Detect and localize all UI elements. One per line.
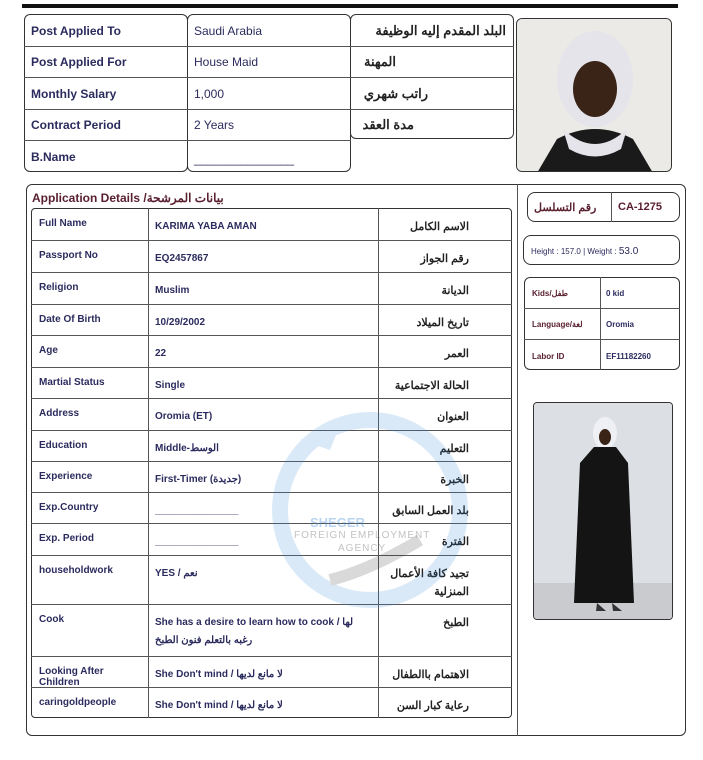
portrait-photo [516, 18, 672, 172]
post-applied-for-value: House Maid [194, 55, 259, 69]
app-value: YES / نعم [155, 568, 198, 579]
row-divider [31, 687, 512, 688]
row-divider [31, 335, 512, 336]
app-label: Martial Status [39, 376, 105, 388]
app-value: She Don't mind / لا مانع لديها [155, 668, 283, 680]
app-label: householdwork [39, 565, 113, 576]
app-label: Experience [39, 470, 93, 482]
app-label: Religion [39, 282, 79, 293]
height-label: Height : [531, 247, 559, 256]
watermark-line3: AGENCY [338, 543, 387, 554]
app-label-ar: بلد العمل السابق [392, 504, 469, 517]
app-label: Education [39, 439, 88, 451]
weight-label: | Weight : [583, 247, 617, 256]
app-value: Single [155, 379, 186, 391]
kids-label: Kids/طفل [532, 289, 569, 298]
height-value: 157.0 [560, 247, 581, 256]
weight-value: 53.0 [618, 246, 639, 257]
app-value: 22 [155, 348, 167, 359]
watermark-line2: FOREIGN EMPLOYMENT [294, 530, 431, 541]
post-applied-to-value: Saudi Arabia [194, 24, 263, 38]
app-value: _______________ [155, 504, 239, 516]
app-label: Address [39, 408, 80, 419]
post-applied-to-ar: البلد المقدم إليه الوظيفة [375, 23, 506, 38]
serial-value: CA-1275 [618, 201, 663, 213]
contract-period-ar: مدة العقد [362, 117, 414, 132]
height-weight [531, 246, 638, 257]
contract-period-label: Contract Period [31, 118, 122, 132]
full-body-photo [533, 402, 673, 620]
serial-label: رقم التسلسل [534, 202, 597, 214]
row-divider [31, 398, 512, 399]
labor-id-label: Labor ID [532, 352, 565, 361]
app-value: She Don't mind / لا مانع لديها [155, 699, 283, 711]
application-title: Application Details /بيانات المرشحة [32, 191, 224, 205]
app-label: Exp.Country [39, 501, 99, 513]
app-label-ar: الاسم الكامل [410, 221, 469, 233]
monthly-salary-value: 1,000 [194, 87, 225, 101]
app-label-ar: تجيد كافة الأعمال المنزلية [390, 568, 469, 598]
app-label: Full Name [39, 218, 87, 229]
app-label-ar: الخبرة [440, 473, 469, 486]
app-label: Looking After Children [39, 665, 104, 688]
app-label: Exp. Period [39, 533, 95, 544]
post-applied-to-label: Post Applied To [31, 24, 121, 38]
contract-period-value: 2 Years [194, 118, 235, 132]
row-divider [31, 304, 512, 305]
app-label: Cook [39, 614, 64, 625]
labor-id-value: EF11182260 [606, 352, 651, 361]
app-label: Passport No [39, 250, 98, 261]
monthly-salary-label: Monthly Salary [31, 87, 117, 101]
monthly-salary-ar: راتب شهري [363, 86, 428, 101]
app-value: Oromia (ET) [155, 411, 213, 422]
kids-value: 0 kid [606, 289, 625, 298]
app-label-ar: الطبخ [443, 617, 469, 629]
app-label-ar: الحالة الاجتماعية [394, 379, 469, 392]
app-label: Date Of Birth [39, 313, 101, 325]
app-label: Age [39, 345, 58, 356]
app-value: 10/29/2002 [155, 316, 206, 328]
app-value: KARIMA YABA AMAN [155, 221, 257, 232]
bname-value: _______________ [194, 152, 295, 166]
language-label: Language/لغة [532, 320, 583, 329]
watermark-line1: SHEGER [310, 515, 365, 530]
app-value: EQ2457867 [155, 253, 209, 264]
agency-watermark [270, 410, 470, 610]
app-label-ar: تاريخ الميلاد [416, 316, 469, 329]
post-applied-for-ar: المهنة [364, 54, 396, 69]
app-value: _______________ [155, 536, 239, 547]
row-divider [31, 240, 512, 241]
post-applied-for-label: Post Applied For [31, 55, 127, 69]
row-divider [31, 656, 512, 657]
app-label-ar: التعليم [439, 442, 469, 455]
app-value: First-Timer (جديدة) [155, 473, 242, 485]
app-value: Muslim [155, 285, 190, 296]
row-divider [31, 272, 512, 273]
bname-label: B.Name [31, 150, 76, 164]
app-label-ar: العنوان [437, 411, 469, 423]
app-value: She has a desire to learn how to cook / لها رغبه بالتعلم فنون الطبخ [155, 617, 353, 646]
app-value: Middle-الوسط [155, 442, 219, 454]
app-label: caringoldpeople [39, 696, 117, 708]
language-value: Oromia [606, 320, 635, 329]
app-label-ar: الاهتمام باالطفال [392, 668, 469, 681]
row-divider [31, 367, 512, 368]
app-label-ar: الديانة [441, 285, 469, 297]
app-label-ar: الفترة [441, 536, 469, 548]
app-label-ar: رعاية كبار السن [396, 699, 469, 712]
app-label-ar: العمر [444, 348, 469, 360]
top-rule [22, 4, 678, 8]
app-label-ar: رقم الجواز [420, 253, 469, 265]
